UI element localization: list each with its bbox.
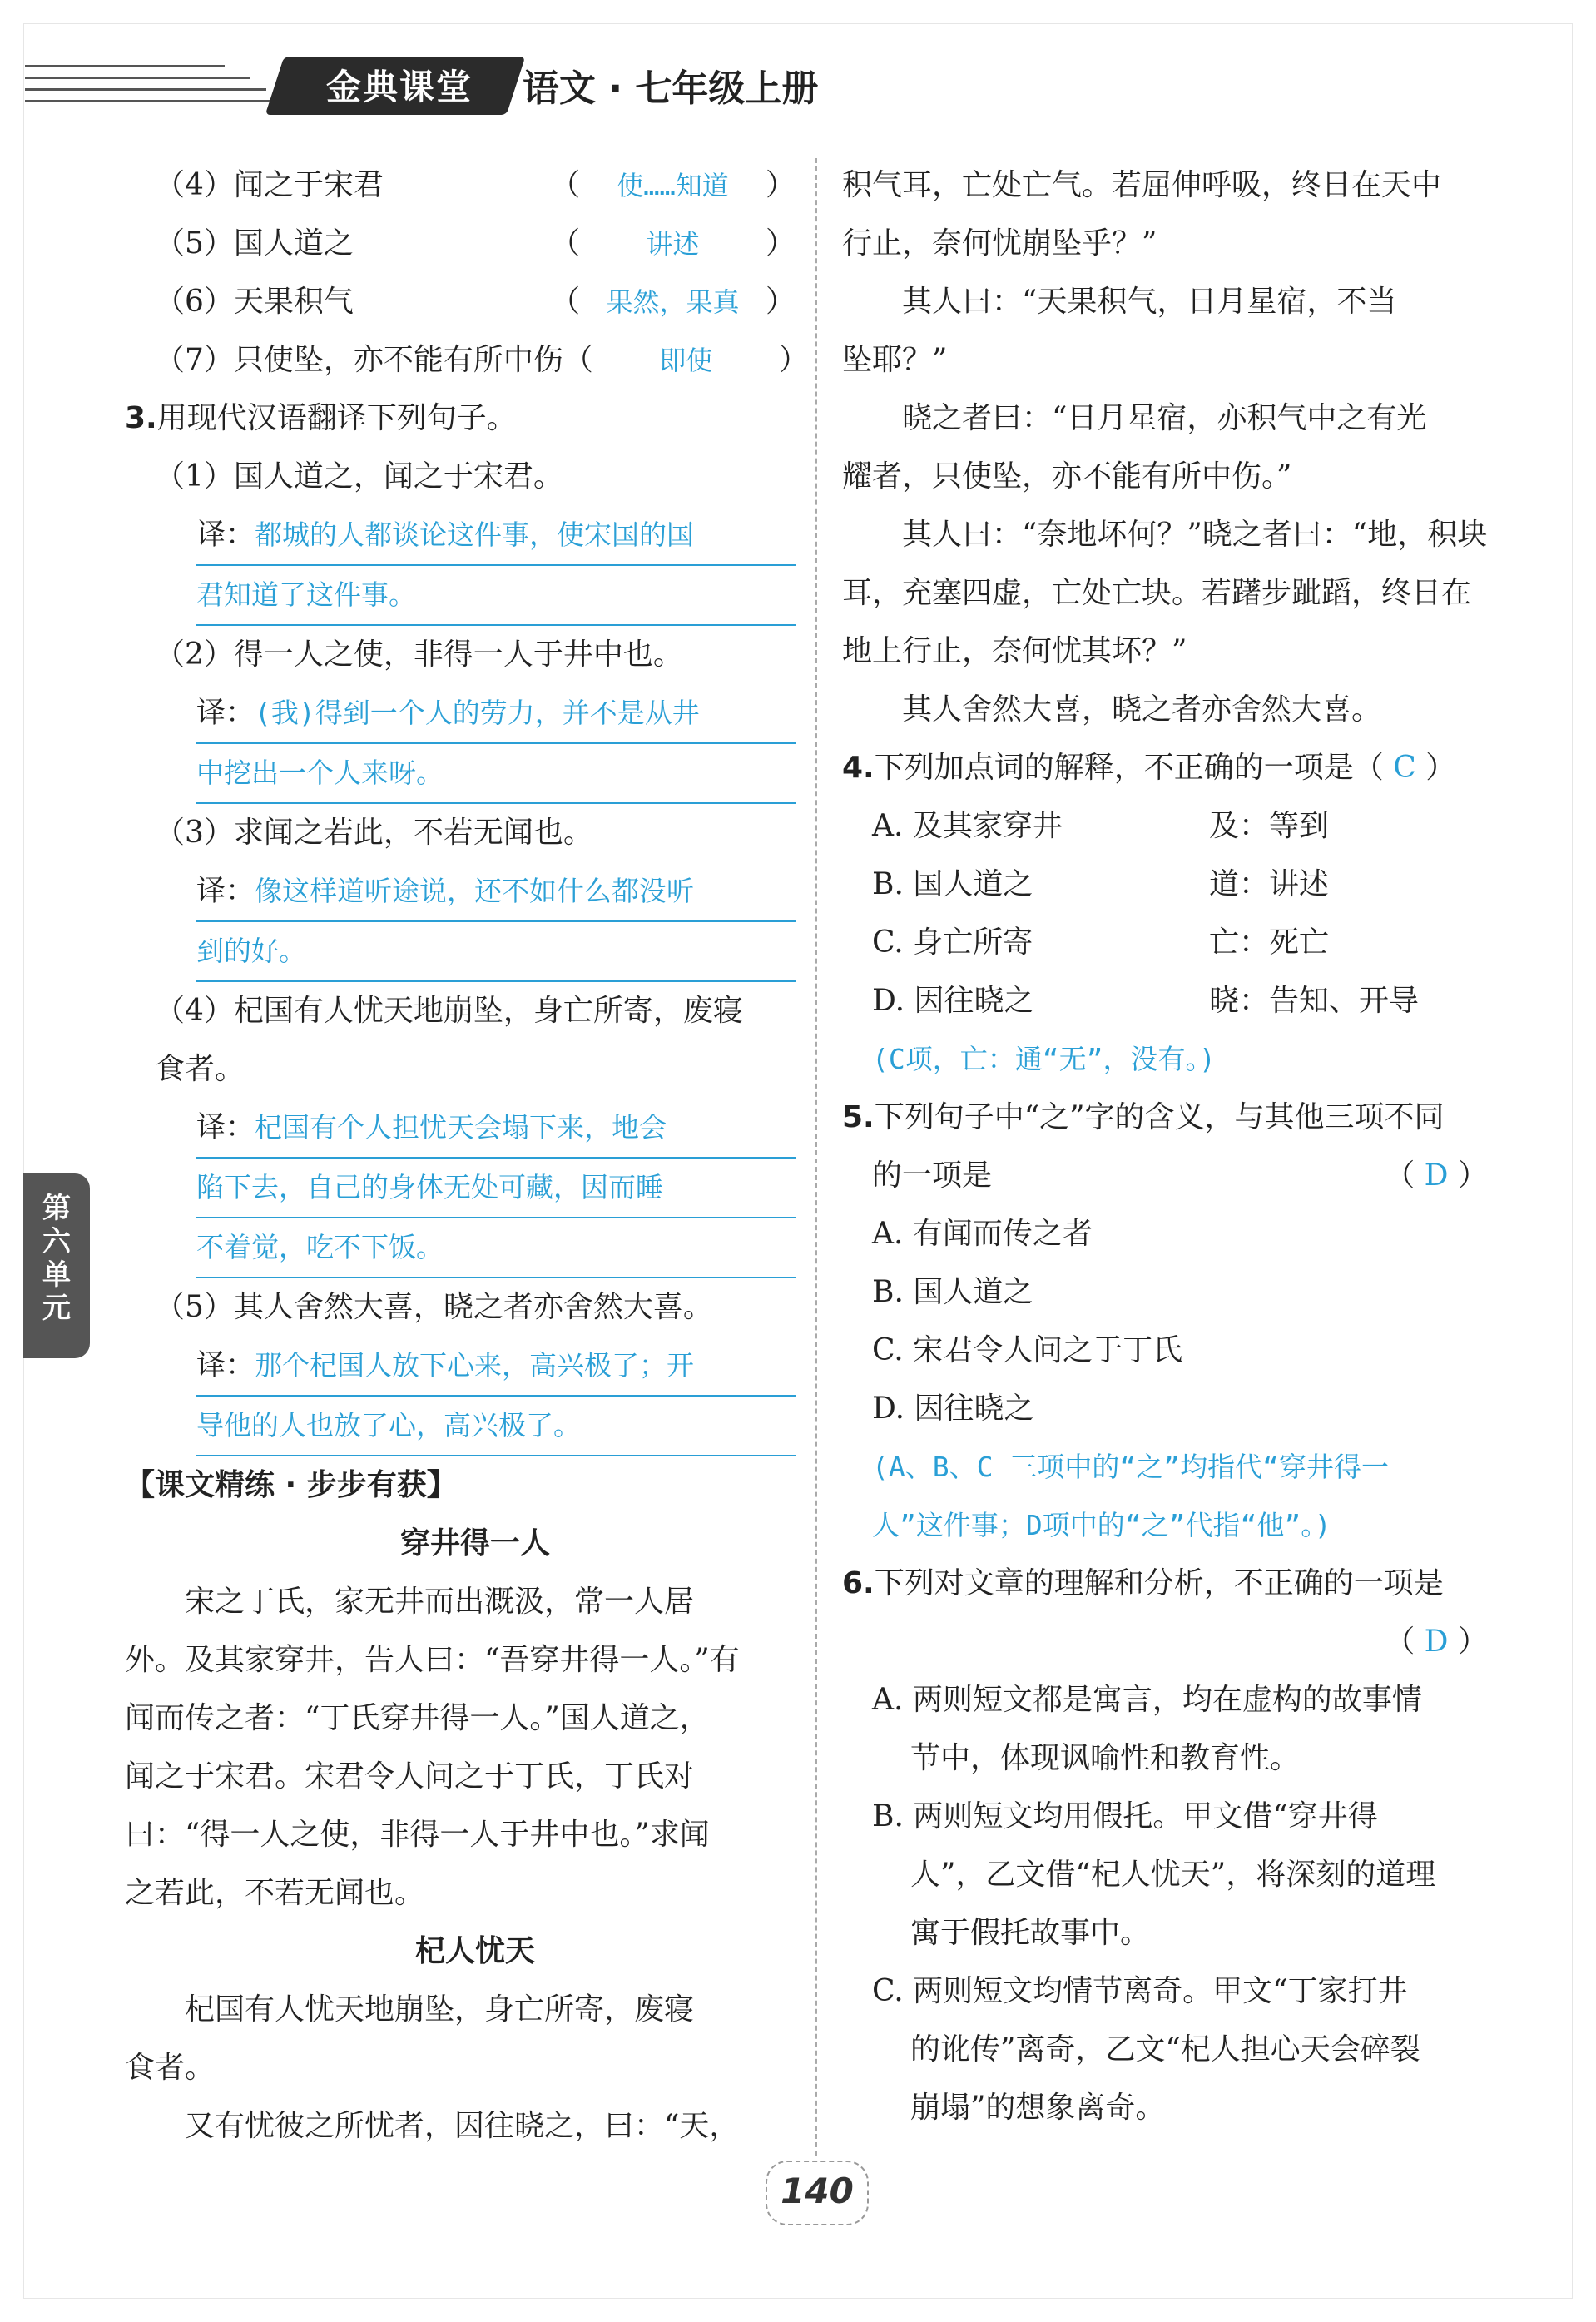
question-number: 5. bbox=[842, 1100, 875, 1134]
translation-answer-line bbox=[196, 566, 796, 626]
answer-parens: （ 使……知道 ） bbox=[550, 156, 796, 215]
translation-answer-line bbox=[196, 1337, 796, 1397]
question-text: 下列句子中“之”字的含义，与其他三项不同 bbox=[874, 1100, 1445, 1134]
question-6-stem bbox=[842, 1555, 1488, 1613]
story-line: 地上行止，奈何忧其坏？” bbox=[842, 634, 1187, 668]
vocab-item bbox=[155, 156, 796, 215]
option-line: 人”，乙文借“杞人忧天”，将深刻的道理 bbox=[910, 1858, 1436, 1892]
translation-text: 导他的人也放了心，高兴极了。 bbox=[196, 1409, 581, 1441]
translation-answer-line bbox=[196, 1099, 796, 1159]
side-tab-char: 元 bbox=[42, 1292, 71, 1325]
vocab-answer: 使……知道 bbox=[617, 170, 729, 201]
option-left: B. 国人道之 bbox=[872, 867, 1033, 901]
translation-text: 君知道了这件事。 bbox=[196, 578, 416, 611]
story-line: 闻之于宋君。宋君令人问之于丁氏，丁氏对 bbox=[125, 1759, 695, 1794]
option-line: A. 两则短文都是寓言，均在虚构的故事情 bbox=[872, 1683, 1422, 1717]
translation-answer-line bbox=[196, 506, 796, 566]
option-right: 晓：告知、开导 bbox=[1209, 984, 1420, 1018]
vocab-answer: 讲述 bbox=[646, 228, 700, 260]
translation-answer-line bbox=[196, 1159, 796, 1218]
vocab-question: （5）国人道之 bbox=[155, 226, 354, 260]
story-line: 食者。 bbox=[125, 2051, 216, 2085]
story-line: 其人舍然大喜，晓之者亦舍然大喜。 bbox=[902, 692, 1382, 727]
option-line: 崩塌”的想象离奇。 bbox=[910, 2091, 1166, 2125]
story-title: 穿井得一人 bbox=[399, 1526, 550, 1560]
question-5-stem-cont bbox=[842, 1147, 1488, 1205]
option-row bbox=[842, 972, 1488, 1030]
translation-label: 译： bbox=[196, 518, 255, 552]
story-line: 坠耶？” bbox=[842, 343, 948, 377]
answer-parens: （ D ） bbox=[1385, 1159, 1488, 1193]
question-number: 3. bbox=[125, 401, 157, 435]
translation-text: 不着觉，吃不下饭。 bbox=[196, 1231, 444, 1263]
question-text: 用现代汉语翻译下列句子。 bbox=[156, 401, 517, 435]
story-line: 闻而传之者：“丁氏穿井得一人。”国人道之， bbox=[125, 1701, 710, 1735]
page-number: 140 bbox=[781, 2171, 854, 2211]
answer-choice: C bbox=[1383, 751, 1426, 785]
vocab-question: （6）天果积气 bbox=[155, 285, 354, 319]
answer-explanation: (C项，亡：通“无”，没有。) bbox=[872, 1043, 1216, 1075]
translation-text: 杞国有个人担忧天会塌下来，地会 bbox=[255, 1111, 667, 1144]
option-row bbox=[842, 797, 1488, 856]
translation-answer-line bbox=[196, 684, 796, 744]
vocab-question: （7）只使坠，亦不能有所中伤 bbox=[155, 343, 563, 377]
option-line: C. 两则短文均情节离奇。甲文“丁家打井 bbox=[872, 1974, 1408, 2008]
translation-text: 像这样道听途说，还不如什么都没听 bbox=[255, 875, 695, 907]
option-right: 道：讲述 bbox=[1209, 867, 1330, 901]
right-column bbox=[842, 156, 1488, 2137]
question-3-title bbox=[125, 389, 796, 448]
story-line: 外。及其家穿井，告人曰：“吾穿井得一人。”有 bbox=[125, 1643, 740, 1677]
option-left: D. 因往晓之 bbox=[872, 984, 1034, 1018]
answer-parens: （ D ） bbox=[1385, 1625, 1488, 1659]
vocab-item bbox=[155, 273, 796, 331]
side-tab-char: 单 bbox=[42, 1258, 71, 1292]
answer-explanation: (A、B、C 三项中的“之”均指代“穿井得一 bbox=[872, 1451, 1389, 1483]
question-5-stem bbox=[842, 1089, 1488, 1147]
story-line: 行止，奈何忧崩坠乎？” bbox=[842, 226, 1157, 260]
question-text: 的一项是 bbox=[872, 1159, 993, 1193]
translation-label: 译： bbox=[196, 697, 255, 730]
story-title: 杞人忧天 bbox=[414, 1934, 535, 1968]
translation-label: 译： bbox=[196, 1111, 255, 1144]
option-row: C. 宋君令人问之于丁氏 bbox=[872, 1333, 1183, 1367]
section-title: 【课文精练 · 步步有获】 bbox=[125, 1468, 457, 1502]
translation-answer-line bbox=[196, 1397, 796, 1456]
translation-text: (我)得到一个人的劳力，并不是从井 bbox=[255, 697, 700, 729]
story-line: 曰：“得一人之使，非得一人于井中也。”求闻 bbox=[125, 1818, 710, 1852]
translation-text: 中挖出一个人来呀。 bbox=[196, 757, 444, 789]
translation-text: 到的好。 bbox=[196, 935, 306, 967]
brand-title: 金典课堂 bbox=[325, 67, 473, 107]
option-row: D. 因往晓之 bbox=[872, 1392, 1034, 1426]
story-line: 耳，充塞四虚，亡处亡块。若躇步跐蹈，终日在 bbox=[842, 576, 1472, 610]
side-tab-char: 第 bbox=[42, 1192, 71, 1225]
translation-label: 译： bbox=[196, 1349, 255, 1382]
question-number: 4. bbox=[842, 751, 875, 785]
question-4-stem bbox=[842, 739, 1488, 797]
story-line: 积气耳，亡处亡气。若屈伸呼吸，终日在天中 bbox=[842, 168, 1442, 202]
translation-answer-line bbox=[196, 922, 796, 982]
unit-side-tab bbox=[23, 1173, 90, 1358]
translation-question: （5）其人舍然大喜，晓之者亦舍然大喜。 bbox=[155, 1290, 713, 1324]
story-line: 之若此，不若无闻也。 bbox=[125, 1876, 425, 1910]
translation-question: （2）得一人之使，非得一人于井中也。 bbox=[155, 638, 683, 672]
story-line: 杞国有人忧天地崩坠，身亡所寄，废寝 bbox=[185, 1992, 695, 2027]
translation-answer-line bbox=[196, 744, 796, 804]
option-line: 寓于假托故事中。 bbox=[910, 1916, 1151, 1950]
translation-question: 食者。 bbox=[155, 1052, 245, 1086]
vocab-answer: 即使 bbox=[659, 345, 713, 376]
answer-choice: D bbox=[1424, 1625, 1449, 1659]
question-text: 下列加点词的解释，不正确的一项是（ bbox=[874, 751, 1384, 785]
side-tab-char: 六 bbox=[42, 1225, 71, 1258]
translation-text: 那个杞国人放下心来，高兴极了；开 bbox=[255, 1349, 695, 1382]
book-subtitle: 语文 · 七年级上册 bbox=[523, 67, 819, 110]
option-row bbox=[842, 914, 1488, 972]
answer-explanation: 人”这件事；D项中的“之”代指“他”。) bbox=[872, 1509, 1331, 1541]
story-line: 宋之丁氏，家无井而出溉汲，常一人居 bbox=[185, 1585, 695, 1619]
story-line: 耀者，只使坠，亦不能有所中伤。” bbox=[842, 459, 1292, 494]
option-line: 的讹传”离奇，乙文“杞人担心天会碎裂 bbox=[910, 2032, 1420, 2066]
option-left: C. 身亡所寄 bbox=[872, 925, 1033, 960]
option-line: 节中，体现讽喻性和教育性。 bbox=[910, 1741, 1301, 1775]
option-left: A. 及其家穿井 bbox=[872, 809, 1063, 843]
translation-text: 陷下去，自己的身体无处可藏，因而睡 bbox=[196, 1171, 663, 1203]
answer-parens: （ 果然，果真 ） bbox=[550, 273, 796, 331]
story-line: 又有忧彼之所忧者，因往晓之，曰：“天， bbox=[185, 2109, 740, 2143]
option-line: B. 两则短文均用假托。甲文借“穿井得 bbox=[872, 1799, 1378, 1833]
translation-answer-line bbox=[196, 862, 796, 922]
question-number: 6. bbox=[842, 1566, 875, 1600]
answer-parens: （ 即使 ） bbox=[563, 331, 809, 389]
column-divider bbox=[815, 158, 817, 2156]
option-right: 及：等到 bbox=[1209, 809, 1330, 843]
left-column bbox=[125, 156, 809, 2156]
story-line: 其人曰：“奈地坏何？”晓之者曰：“地，积块 bbox=[902, 518, 1488, 552]
option-row: B. 国人道之 bbox=[872, 1275, 1033, 1309]
vocab-item bbox=[155, 215, 796, 273]
option-row bbox=[842, 856, 1488, 914]
vocab-question: （4）闻之于宋君 bbox=[155, 168, 384, 202]
question-text: 下列对文章的理解和分析，不正确的一项是 bbox=[874, 1566, 1444, 1600]
story-line: 晓之者曰：“日月星宿，亦积气中之有光 bbox=[902, 401, 1427, 435]
vocab-item bbox=[155, 331, 809, 389]
translation-question: （3）求闻之若此，不若无闻也。 bbox=[155, 816, 593, 850]
vocab-answer: 果然，果真 bbox=[606, 286, 740, 318]
translation-text: 都城的人都谈论这件事，使宋国的国 bbox=[255, 518, 695, 551]
translation-question: （1）国人道之，闻之于宋君。 bbox=[155, 459, 563, 494]
option-right: 亡：死亡 bbox=[1209, 925, 1330, 960]
answer-parens: （ 讲述 ） bbox=[550, 215, 796, 273]
close-paren: ） bbox=[1425, 751, 1456, 785]
translation-question: （4）杞国有人忧天地崩坠，身亡所寄，废寝 bbox=[155, 994, 743, 1028]
translation-label: 译： bbox=[196, 875, 255, 908]
translation-answer-line bbox=[196, 1218, 796, 1278]
story-line: 其人曰：“天果积气，日月星宿，不当 bbox=[902, 285, 1397, 319]
header-decoration bbox=[25, 58, 275, 117]
answer-choice: D bbox=[1424, 1159, 1449, 1193]
option-row: A. 有闻而传之者 bbox=[872, 1217, 1093, 1251]
answer-parens-row bbox=[842, 1613, 1488, 1671]
